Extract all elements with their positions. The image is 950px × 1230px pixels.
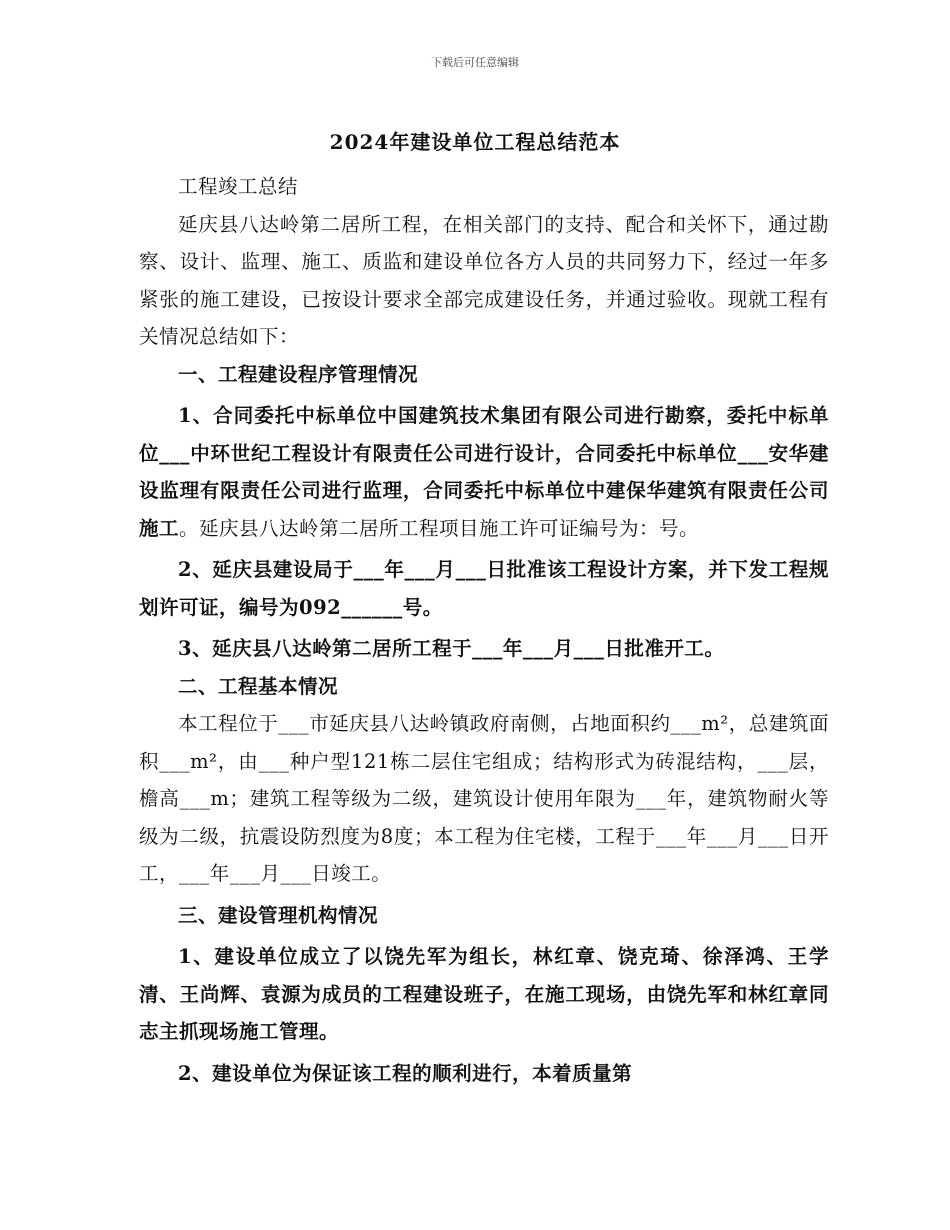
document-body [139, 168, 829, 1092]
paragraph-design-approval: 2、延庆县建设局于___年___月___日批准该工程设计方案，并下发工程规划许可证，编号为092______号。 [139, 558, 829, 619]
paragraph-start-approval: 3、延庆县八达岭第二居所工程于___年___月___日批准开工。 [178, 637, 725, 660]
paragraph-team: 1、建设单位成立了以饶先军为组长，林红章、饶克琦、徐泽鸿、王学清、王尚辉、袁源为成员的工程建设班子，在施工现场，由饶先军和林红章同志主抓现场施工管理。 [139, 945, 829, 1043]
section-heading-1: 一、工程建设程序管理情况 [178, 362, 419, 386]
paragraph-intro: 工程竣工总结 [178, 175, 299, 198]
paragraph-basic-info: 本工程位于___市延庆县八达岭镇政府南侧，占地面积约___m²，总建筑面积___m²，由___种户型121栋二层住宅组成；结构形式为砖混结构，___层，檐高___m；建筑工程等级为二级，建筑设计使用年限为___年，建筑物耐火等级为二级，抗震设防烈度为8度；本工程为住宅楼，工程于___年___月___日开工，___年___月___日竣工。 [139, 712, 829, 885]
paragraph-contracts [139, 397, 829, 547]
section-heading-3: 三、建设管理机构情况 [178, 903, 379, 927]
download-note: 下载后可任意编辑 [431, 56, 519, 69]
contracts-normal-text: 。延庆县八达岭第二居所工程项目施工许可证编号为：号。 [179, 516, 700, 540]
paragraph-quality: 2、建设单位为保证该工程的顺利进行，本着质量第 [178, 1061, 633, 1085]
section-heading-2: 二、工程基本情况 [178, 674, 339, 698]
paragraph-overview: 延庆县八达岭第二居所工程，在相关部门的支持、配合和关怀下，通过勘察、设计、监理、施工、质监和建设单位各方人员的共同努力下，经过一年多紧张的施工建设，已按设计要求全部完成建设任务，并通过验收。现就工程有关情况总结如下： [139, 212, 829, 348]
document-title: 2024年建设单位工程总结范本 [329, 130, 621, 154]
contracts-bold-text: 1、合同委托中标单位中国建筑技术集团有限公司进行勘察，委托中标单位___中环世纪工程设计有限责任公司进行设计，合同委托中标单位___安华建设监理有限责任公司进行监理，合同委托中标单位中建保华建筑有限责任公司施工 [139, 404, 829, 540]
